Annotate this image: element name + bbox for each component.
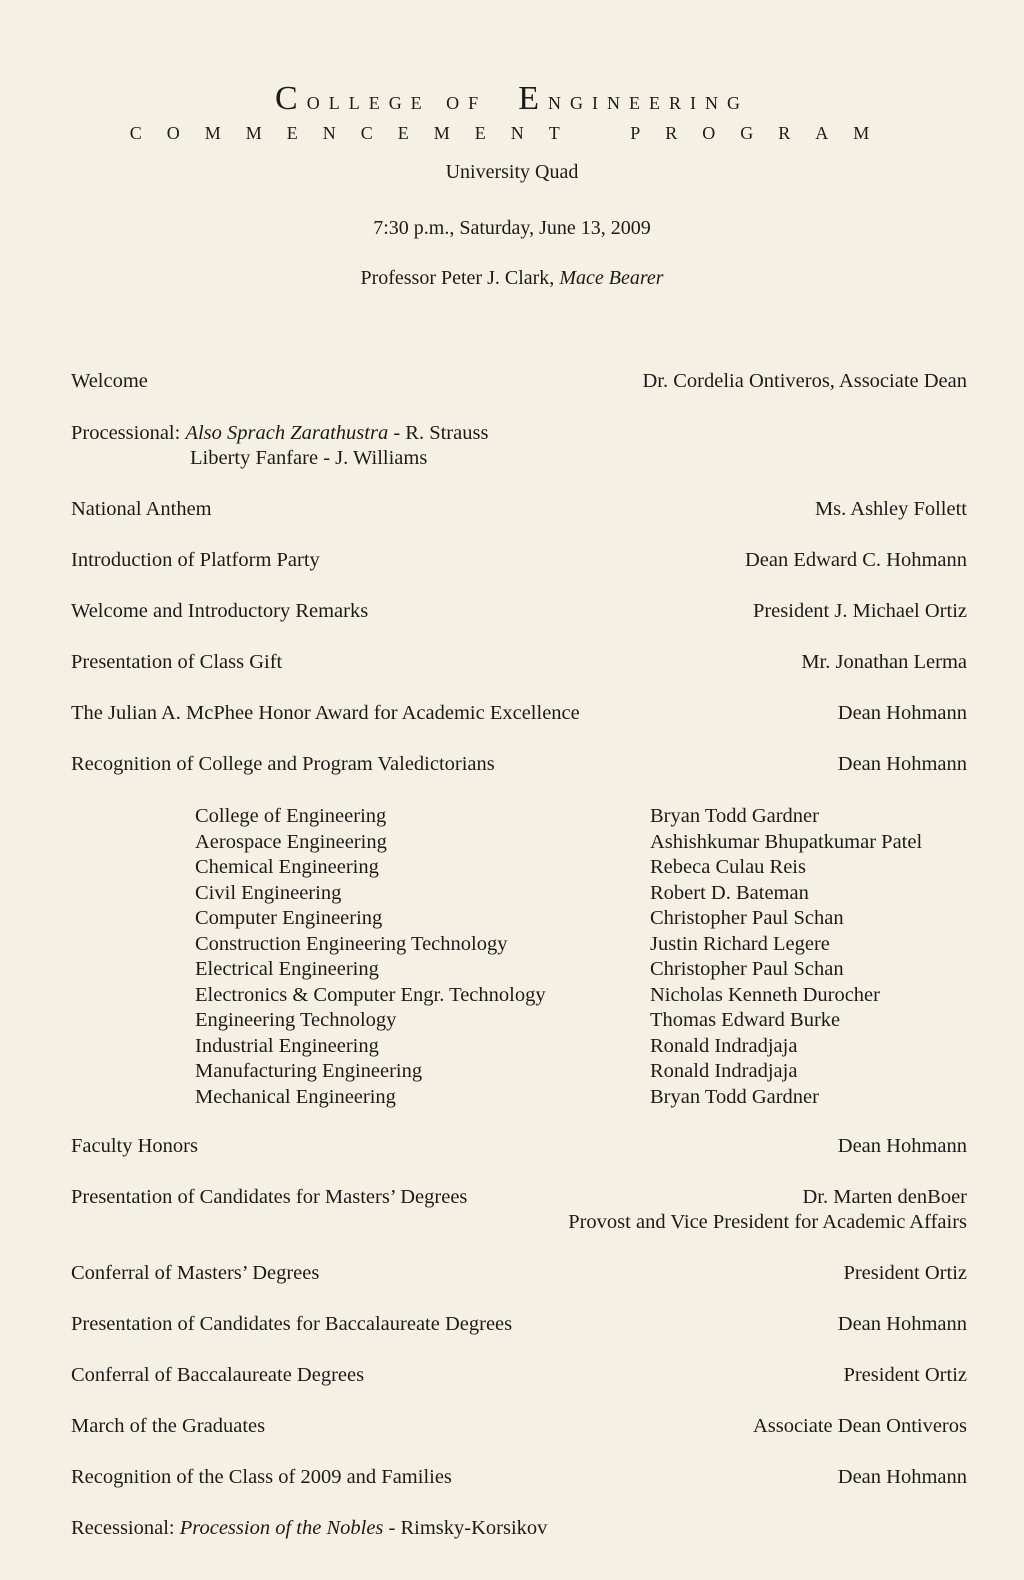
- valedictorian-list: [195, 806, 975, 1112]
- piece-composer: - R. Strauss: [393, 422, 489, 444]
- valedictorian-program: Electrical Engineering: [195, 958, 379, 980]
- item-label: Faculty Honors: [71, 1135, 198, 1157]
- valedictorian-name: Rebeca Culau Reis: [650, 856, 806, 878]
- item-speaker: Ms. Ashley Follett: [814, 498, 967, 520]
- valedictorian-name: Robert D. Bateman: [650, 881, 809, 904]
- item-speaker: Associate Dean Ontiveros: [752, 1415, 967, 1437]
- title-initial-1: C: [275, 80, 307, 117]
- program-subtitle: [0, 124, 1024, 142]
- valedictorian-program: Chemical Engineering: [195, 856, 379, 878]
- valedictorian-program: Engineering Technology: [195, 1009, 397, 1031]
- valedictorian-program: Industrial Engineering: [195, 1034, 379, 1057]
- valedictorian-name: Christopher Paul Schan: [650, 958, 844, 980]
- date-time: 7:30 p.m., Saturday, June 13, 2009: [373, 217, 651, 239]
- valedictorian-row: [195, 985, 975, 1011]
- title-initial-2: E: [518, 80, 548, 117]
- valedictorian-program: Civil Engineering: [195, 881, 342, 904]
- mace-bearer-role: Mace Bearer: [559, 267, 664, 289]
- valedictorian-row: [195, 908, 975, 934]
- valedictorian-name: Ashishkumar Bhupatkumar Patel: [650, 830, 923, 853]
- item-label: Recognition of College and Program Valedictorians: [71, 753, 495, 775]
- piece-title: Procession of the Nobles: [179, 1517, 384, 1539]
- processional-piece-2: Liberty Fanfare - J. Williams: [190, 447, 428, 469]
- title-rest-2: ngineering: [547, 86, 749, 115]
- item-speaker: President Ortiz: [843, 1364, 967, 1386]
- item-label: Introduction of Platform Party: [71, 549, 320, 571]
- item-label: Welcome: [71, 370, 148, 392]
- valedictorian-program: Construction Engineering Technology: [195, 932, 508, 955]
- item-label: Welcome and Introductory Remarks: [71, 600, 369, 622]
- valedictorian-name: Christopher Paul Schan: [650, 907, 844, 929]
- valedictorian-name: Bryan Todd Gardner: [650, 805, 819, 827]
- item-label: March of the Graduates: [71, 1415, 266, 1437]
- subtitle-word-1: COMMENCEMENT: [129, 123, 585, 143]
- valedictorian-name: Ronald Indradjaja: [650, 1060, 798, 1082]
- item-speaker: President Ortiz: [843, 1262, 967, 1284]
- valedictorian-row: [195, 959, 975, 985]
- item-label: Processional:: [71, 422, 181, 444]
- valedictorian-program: Manufacturing Engineering: [195, 1060, 423, 1082]
- speaker-title: Provost and Vice President for Academic Affairs: [568, 1211, 967, 1233]
- piece-title: Also Sprach Zarathustra: [185, 422, 389, 444]
- valedictorian-name: Thomas Edward Burke: [650, 1009, 841, 1031]
- valedictorian-row: [195, 857, 975, 883]
- item-label: Conferral of Masters’ Degrees: [71, 1262, 320, 1284]
- item-label: The Julian A. McPhee Honor Award for Academic Excellence: [71, 702, 580, 724]
- valedictorian-name: Justin Richard Legere: [650, 932, 830, 955]
- valedictorian-row: [195, 1036, 975, 1062]
- item-label: Conferral of Baccalaureate Degrees: [71, 1364, 365, 1386]
- item-speaker: Dean Hohmann: [837, 753, 967, 775]
- program-title: [0, 82, 1024, 116]
- title-rest-1: ollege of: [306, 86, 488, 115]
- recessional-line: [71, 1518, 547, 1539]
- item-speaker: President J. Michael Ortiz: [752, 600, 967, 622]
- item-speaker: Dean Hohmann: [837, 702, 967, 724]
- valedictorian-row: [195, 934, 975, 960]
- item-label: National Anthem: [71, 498, 212, 520]
- valedictorian-program: Electronics & Computer Engr. Technology: [195, 983, 546, 1006]
- item-speaker: Dr. Cordelia Ontiveros, Associate Dean: [642, 370, 967, 392]
- item-speaker: Dean Edward C. Hohmann: [744, 549, 967, 571]
- valedictorian-name: Bryan Todd Gardner: [650, 1085, 819, 1108]
- valedictorian-program: College of Engineering: [195, 805, 387, 827]
- valedictorian-row: [195, 1010, 975, 1036]
- mace-bearer: [0, 268, 1024, 288]
- item-label: Presentation of Candidates for Baccalaureate Degrees: [71, 1313, 513, 1335]
- valedictorian-row: [195, 1061, 975, 1087]
- valedictorian-row: [195, 1087, 975, 1113]
- item-label: Recognition of the Class of 2009 and Families: [71, 1466, 452, 1488]
- item-speaker: Dean Hohmann: [837, 1466, 967, 1488]
- location: University Quad: [445, 161, 579, 183]
- subtitle-word-2: PROGRAM: [630, 123, 895, 143]
- valedictorian-program: Computer Engineering: [195, 907, 383, 929]
- valedictorian-program: Aerospace Engineering: [195, 830, 387, 853]
- item-speaker: Dean Hohmann: [837, 1313, 967, 1335]
- item-label: Presentation of Candidates for Masters’ Degrees: [71, 1186, 468, 1208]
- item-label: Recessional:: [71, 1517, 175, 1539]
- processional-line: [71, 423, 488, 444]
- valedictorian-row: [195, 832, 975, 858]
- valedictorian-name: Nicholas Kenneth Durocher: [650, 983, 880, 1006]
- item-speaker: Mr. Jonathan Lerma: [801, 651, 967, 673]
- valedictorian-program: Mechanical Engineering: [195, 1085, 396, 1108]
- piece-composer: - Rimsky-Korsikov: [388, 1517, 548, 1539]
- item-speaker: Dr. Marten denBoer: [802, 1186, 967, 1208]
- item-label: Presentation of Class Gift: [71, 651, 283, 673]
- valedictorian-row: [195, 806, 975, 832]
- valedictorian-name: Ronald Indradjaja: [650, 1034, 798, 1057]
- mace-bearer-name: Professor Peter J. Clark,: [360, 267, 555, 289]
- item-speaker: Dean Hohmann: [837, 1135, 967, 1157]
- valedictorian-row: [195, 883, 975, 909]
